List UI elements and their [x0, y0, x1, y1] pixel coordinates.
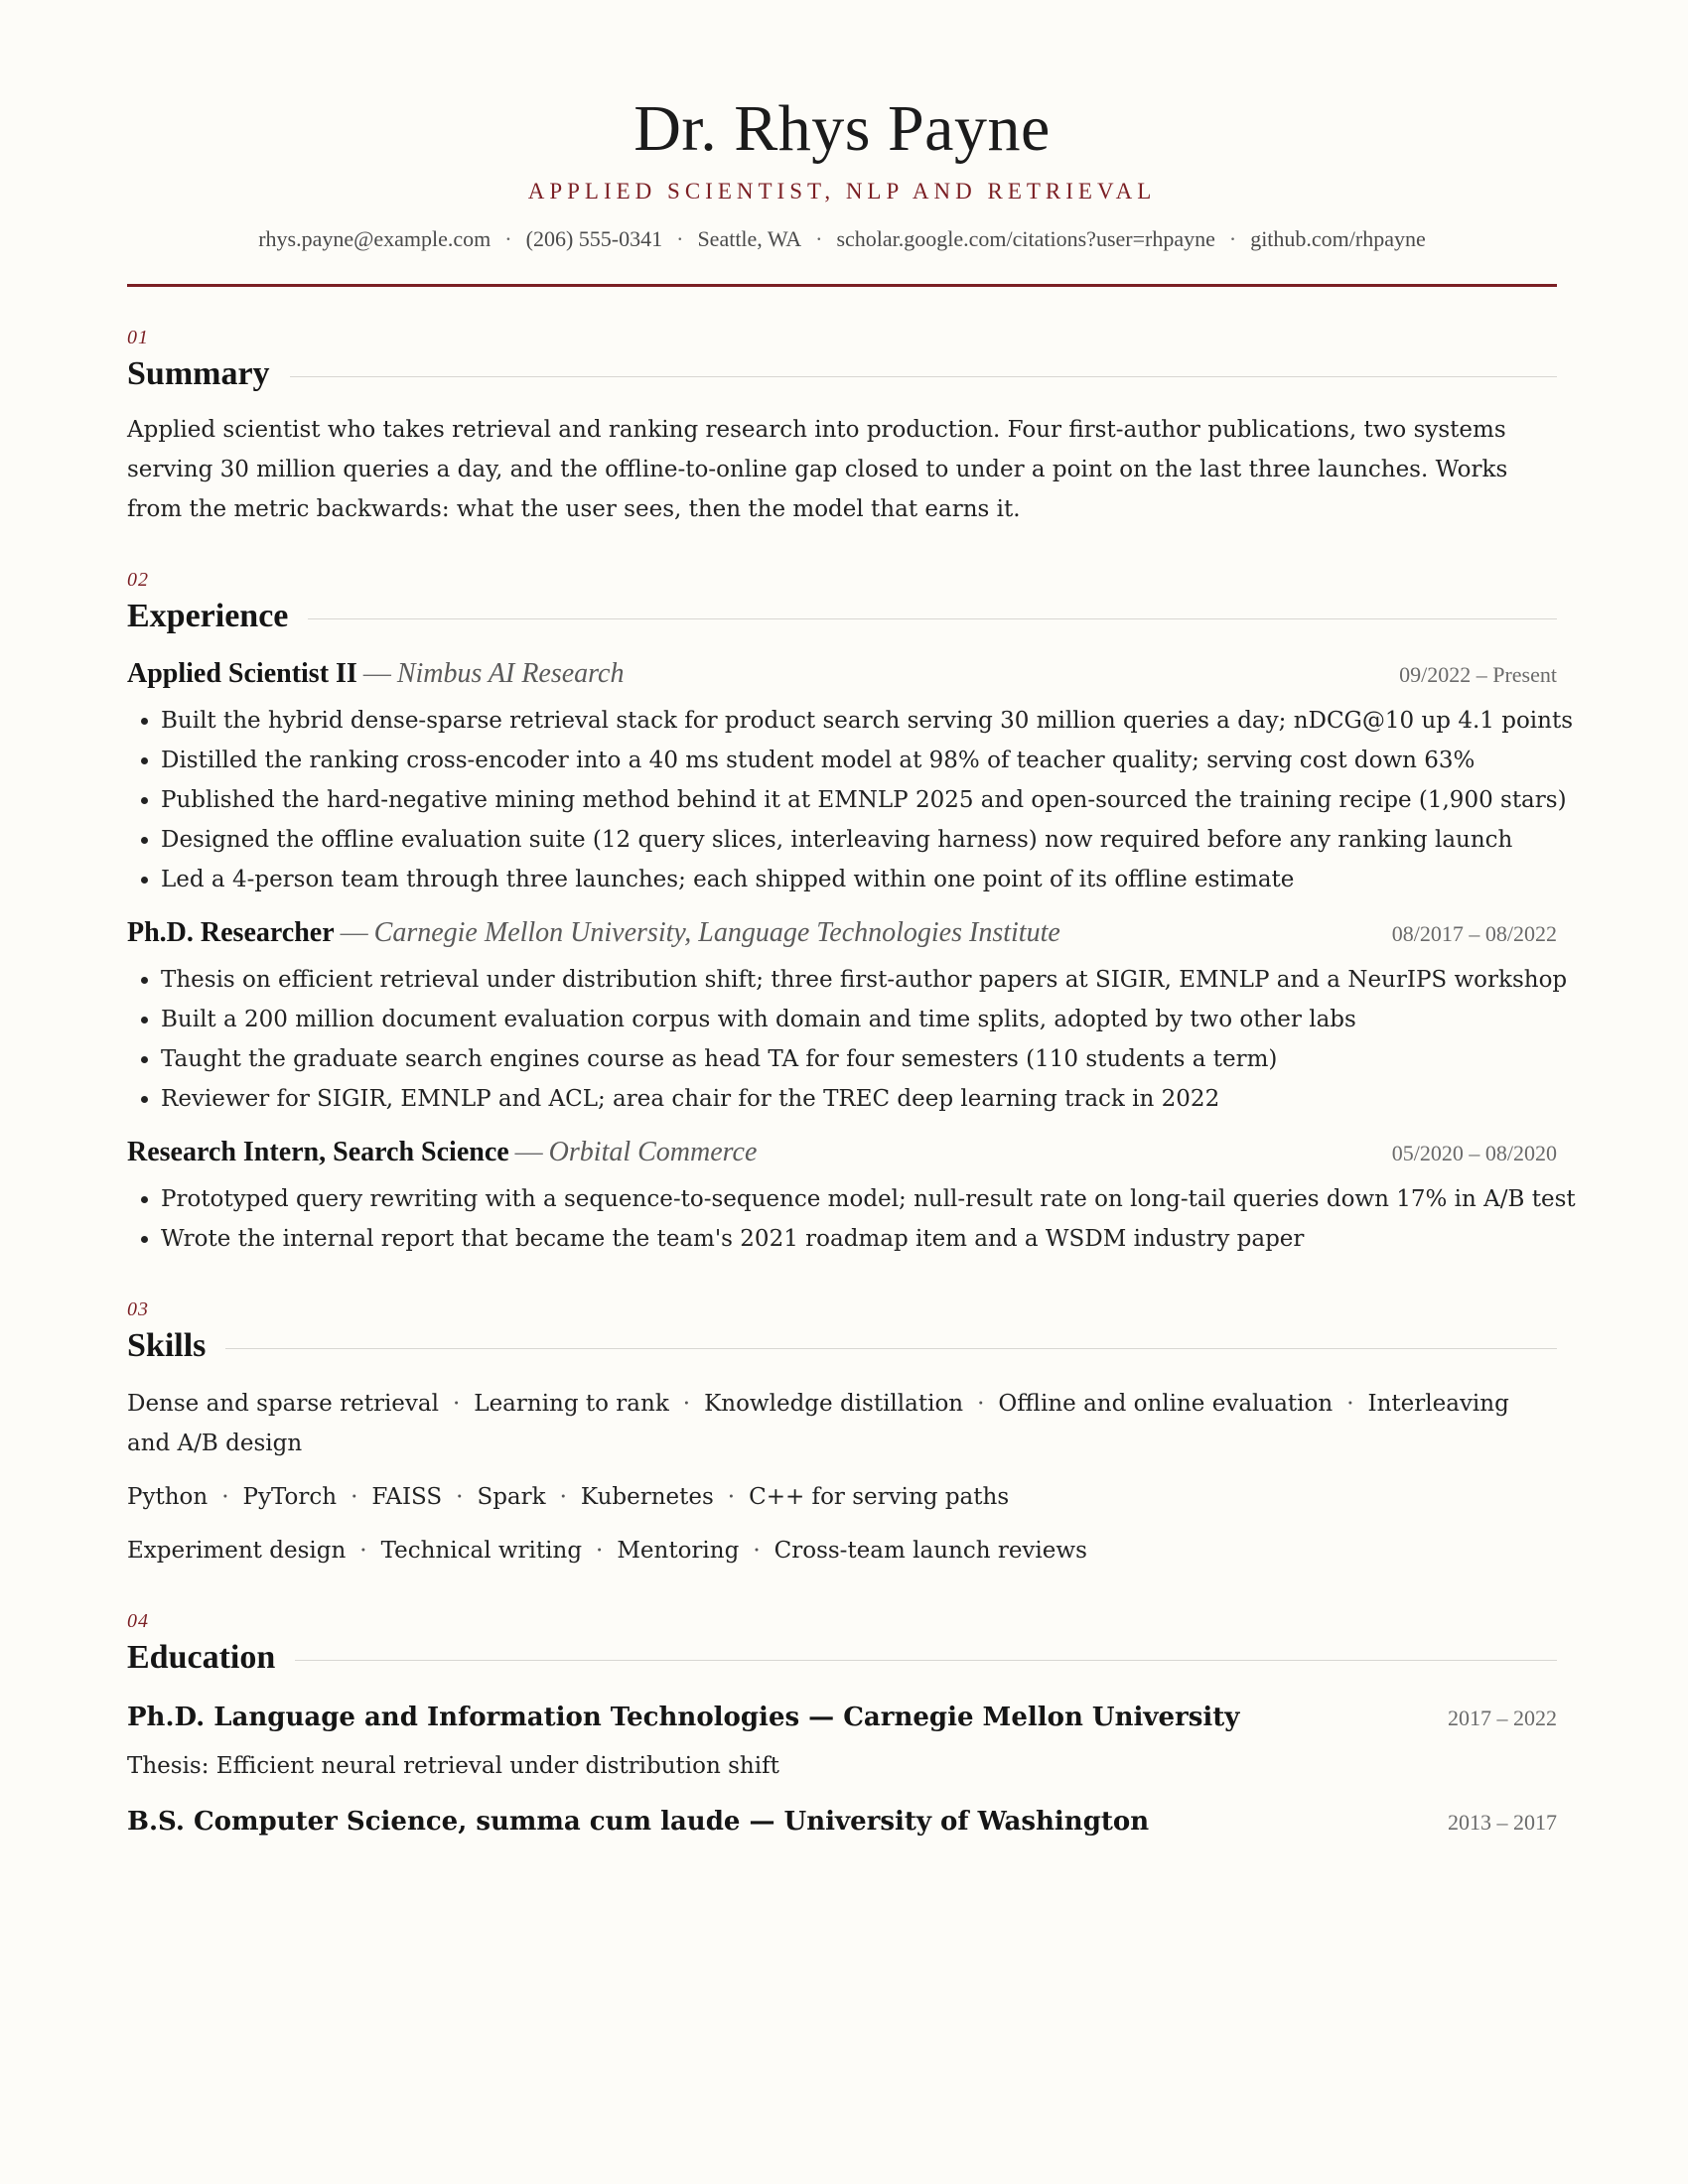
skill-item: Interleaving and A/B design: [127, 1391, 1509, 1456]
skill-item: FAISS: [371, 1484, 443, 1510]
separator: ·: [676, 226, 684, 251]
job-bullet: • Reviewer for SIGIR, EMNLP and ACL; area chair for the TREC deep learning track in 2022: [161, 1079, 1557, 1119]
job-organization: Carnegie Mellon University, Language Technologies Institute: [373, 917, 1060, 948]
section-heading-row: [127, 1634, 1557, 1682]
job-bullet: • Designed the offline evaluation suite (12 query slices, interleaving harness) now required before any ranking launch: [161, 820, 1557, 860]
experience-section: [127, 569, 1576, 1259]
candidate-name: Dr. Rhys Payne: [633, 92, 1051, 165]
job-title: Applied Scientist II: [127, 658, 357, 689]
skill-item: C++ for serving paths: [749, 1484, 1010, 1510]
separator: ·: [504, 226, 512, 251]
section-divider: [308, 618, 1557, 619]
skill-item: Offline and online evaluation: [998, 1391, 1334, 1417]
section-heading-row: [127, 593, 1557, 640]
education-dates: 2013 – 2017: [1448, 1810, 1557, 1835]
job-bullet: • Built the hybrid dense-sparse retrieval stack for product search serving 30 million queries a day; nDCG@10 up 4.1 points: [161, 701, 1557, 741]
separator: ·: [815, 226, 823, 251]
em-dash: —: [362, 658, 391, 689]
education-section: [127, 1610, 1557, 1843]
job-bullet: • Wrote the internal report that became the team's 2021 roadmap item and a WSDM industry paper: [161, 1219, 1557, 1259]
section-heading: Skills: [127, 1327, 207, 1364]
job-entry: [127, 1133, 1576, 1259]
education-entry: [127, 1802, 1557, 1843]
job-organization: Orbital Commerce: [548, 1137, 758, 1167]
job-bullet: • Led a 4-person team through three launches; each shipped within one point of its offline estimate: [161, 860, 1557, 899]
separator: ·: [977, 1391, 985, 1417]
education-dates: 2017 – 2022: [1448, 1706, 1557, 1730]
separator: ·: [359, 1538, 367, 1564]
job-bullets: [127, 1179, 1576, 1259]
job-dates: 09/2022 – Present: [1399, 662, 1557, 687]
resume-header: [127, 0, 1557, 287]
skill-item: PyTorch: [242, 1484, 338, 1510]
education-header: [127, 1802, 1557, 1843]
job-entry: [127, 654, 1574, 899]
separator: ·: [1228, 226, 1237, 251]
education-note: Thesis: Efficient neural retrieval under distribution shift: [127, 1753, 779, 1779]
skill-item: Dense and sparse retrieval: [127, 1391, 439, 1417]
skill-item: Cross-team launch reviews: [774, 1538, 1087, 1564]
job-bullet: • Distilled the ranking cross-encoder into a 40 ms student model at 98% of teacher quality; serving cost down 63%: [161, 741, 1557, 780]
section-heading: Education: [127, 1639, 276, 1676]
job-bullet: • Published the hard-negative mining method behind it at EMNLP 2025 and open-sourced the training recipe (1,900 stars): [161, 780, 1557, 820]
skill-item: Technical writing: [380, 1538, 583, 1564]
separator: ·: [221, 1484, 229, 1510]
degree-title: Ph.D. Language and Information Technologies — Carnegie Mellon University: [127, 1703, 1240, 1732]
job-bullet: • Thesis on efficient retrieval under distribution shift; three first-author papers at SIGIR, EMNLP and a NeurIPS workshop: [161, 960, 1557, 1000]
separator: ·: [727, 1484, 736, 1510]
skill-item: Knowledge distillation: [704, 1391, 964, 1417]
skill-item: Kubernetes: [580, 1484, 714, 1510]
contact-line: [127, 224, 1557, 254]
contact-location: Seattle, WA: [697, 226, 802, 251]
section-divider: [225, 1348, 1557, 1349]
job-entry: [127, 913, 1568, 1119]
skills-row-soft: [127, 1531, 1557, 1570]
job-title-line: [127, 1133, 757, 1172]
job-bullet: • Built a 200 million document evaluation corpus with domain and time splits, adopted by two other labs: [161, 1000, 1557, 1039]
separator: ·: [1346, 1391, 1354, 1417]
skills-row-tools: [127, 1477, 1557, 1517]
em-dash: —: [340, 917, 368, 948]
section-heading-row: [127, 350, 1557, 398]
degree-title: B.S. Computer Science, summa cum laude — University of Washington: [127, 1807, 1150, 1837]
job-title-line: [127, 654, 624, 694]
em-dash: —: [514, 1137, 543, 1167]
header-divider: [127, 284, 1557, 287]
separator: ·: [596, 1538, 604, 1564]
section-heading-row: [127, 1322, 1557, 1370]
section-number: 01: [127, 327, 149, 348]
candidate-title: APPLIED SCIENTIST, NLP AND RETRIEVAL: [527, 179, 1157, 204]
job-bullet: • Taught the graduate search engines course as head TA for four semesters (110 students a term): [161, 1039, 1557, 1079]
contact-email[interactable]: rhys.payne@example.com: [258, 226, 492, 251]
education-entry: [127, 1698, 1557, 1786]
job-organization: Nimbus AI Research: [396, 658, 625, 689]
summary-section: [127, 327, 1557, 529]
section-number: 02: [127, 569, 149, 591]
job-title: Research Intern, Search Science: [127, 1137, 509, 1167]
job-header: [127, 1133, 1557, 1173]
section-number: 03: [127, 1298, 149, 1320]
job-title: Ph.D. Researcher: [127, 917, 335, 948]
separator: ·: [559, 1484, 567, 1510]
job-title-line: [127, 913, 1060, 953]
summary-text: Applied scientist who takes retrieval and ranking research into production. Four first-author publications, two systems serving 30 million queries a day, and the offline-to-online gap closed to under a point on the last three launches. Works from the metric backwards: what the user sees, then the model that earns it.: [127, 417, 1508, 522]
separator: ·: [456, 1484, 464, 1510]
job-header: [127, 913, 1557, 954]
contact-scholar-link[interactable]: scholar.google.com/citations?user=rhpayne: [836, 226, 1215, 251]
contact-github-link[interactable]: github.com/rhpayne: [1250, 226, 1426, 251]
job-header: [127, 654, 1557, 695]
contact-phone[interactable]: (206) 555-0341: [525, 226, 663, 251]
skill-item: Experiment design: [127, 1538, 347, 1564]
section-divider: [295, 1660, 1557, 1661]
skill-item: Spark: [477, 1484, 546, 1510]
separator: ·: [753, 1538, 761, 1564]
skills-section: [127, 1298, 1557, 1570]
job-bullets: [127, 701, 1574, 899]
section-divider: [290, 376, 1557, 377]
section-heading: Experience: [127, 598, 289, 634]
job-bullet: • Prototyped query rewriting with a sequence-to-sequence model; null-result rate on long-tail queries down 17% in A/B test: [161, 1179, 1557, 1219]
job-bullets: [127, 960, 1568, 1119]
job-dates: 08/2017 – 08/2022: [1391, 921, 1557, 946]
section-heading: Summary: [127, 355, 270, 392]
skill-item: Learning to rank: [474, 1391, 669, 1417]
education-header: [127, 1698, 1557, 1738]
separator: ·: [351, 1484, 358, 1510]
section-number: 04: [127, 1610, 149, 1632]
skill-item: Python: [127, 1484, 209, 1510]
separator: ·: [452, 1391, 461, 1417]
skills-row-methods: [127, 1384, 1557, 1463]
job-dates: 05/2020 – 08/2020: [1391, 1141, 1557, 1165]
skill-item: Mentoring: [617, 1538, 740, 1564]
separator: ·: [682, 1391, 691, 1417]
